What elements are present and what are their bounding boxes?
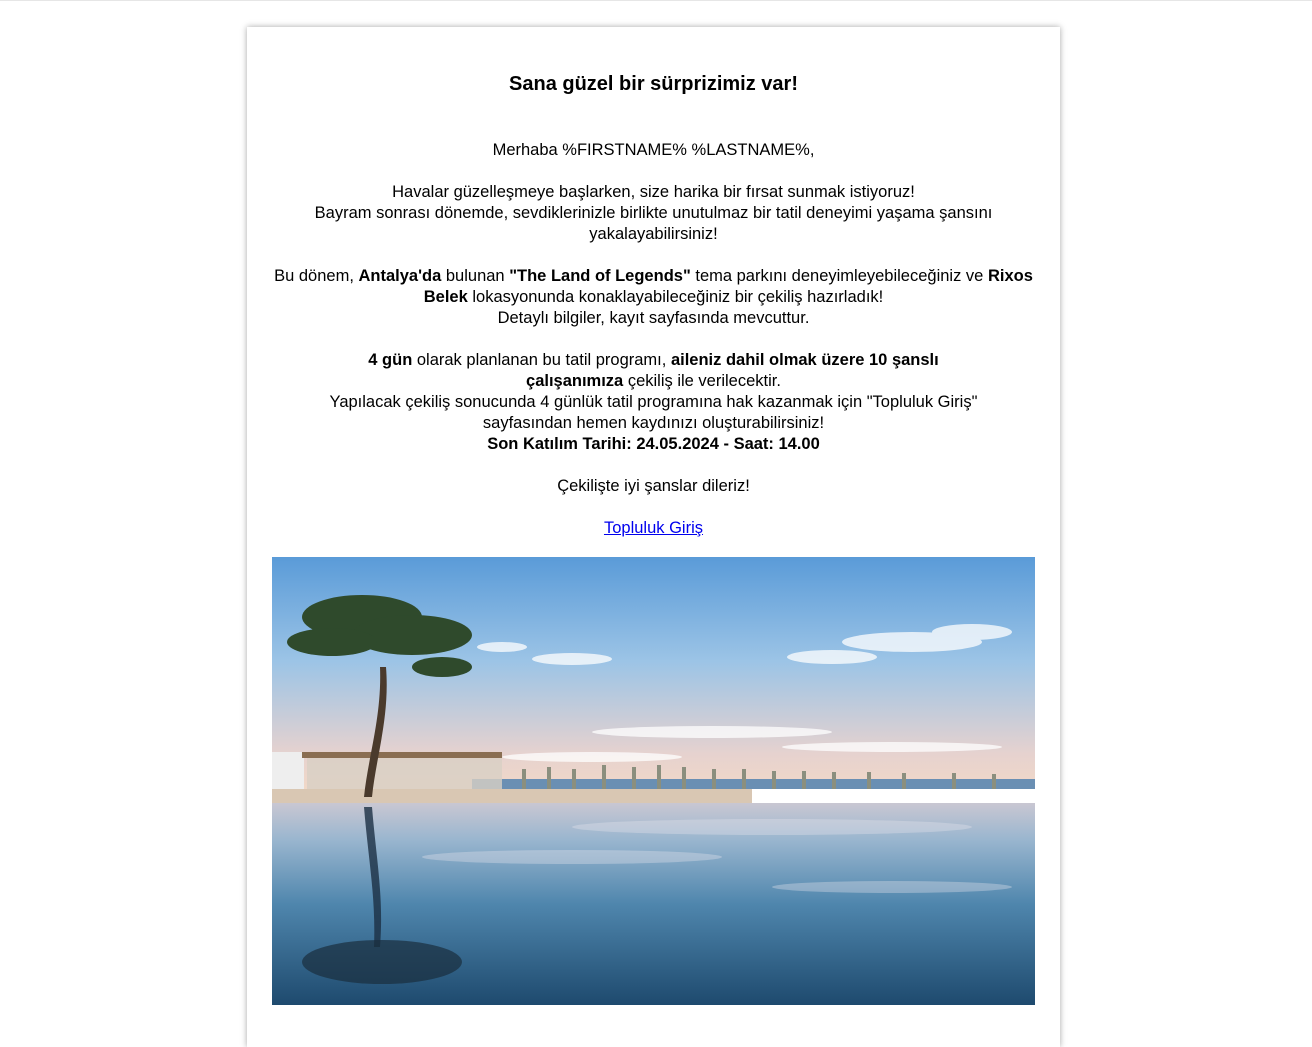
location-name: Antalya'da [358, 267, 442, 285]
deadline: Son Katılım Tarihi: 24.05.2024 - Saat: 14.00 [487, 435, 820, 453]
email-card [247, 27, 1060, 1047]
details-note: Detaylı bilgiler, kayıt sayfasında mevcuttur. [497, 309, 810, 327]
top-border [0, 0, 1312, 1]
closing-text: Çekilişte iyi şanslar dileriz! [557, 477, 750, 495]
email-heading: Sana güzel bir sürprizimiz var! [509, 73, 798, 95]
intro-line-2: Bayram sonrası dönemde, sevdiklerinizle birlikte unutulmaz bir tatil deneyimi yaşama şansını yakalayabilirsiniz! [314, 204, 993, 243]
hero-image-resort-pool [272, 557, 1035, 1005]
hotel-name: Rixos Belek [423, 267, 1033, 306]
email-body [272, 140, 1035, 539]
link-wrapper [272, 518, 1035, 539]
community-login-link[interactable]: Topluluk Giriş [603, 519, 704, 537]
winners-info: aileniz dahil olmak üzere 10 şanslı çalışanımıza [526, 351, 939, 390]
campaign-paragraph: Bu dönem, Antalya'da bulunan "The Land of Legends" tema parkını deneyimleyebileceğiniz ve Rixos Belek lokasyonunda konaklayabileceğiniz bir çekiliş hazırladık! [274, 267, 1033, 306]
duration: 4 gün [368, 351, 413, 369]
program-paragraph: 4 gün olarak planlanan bu tatil programı, aileniz dahil olmak üzere 10 şanslı çalışanımıza çekiliş ile verilecektir. [368, 351, 939, 390]
registration-note: Yapılacak çekiliş sonucunda 4 günlük tatil programına hak kazanmak için "Topluluk Giriş" sayfasından hemen kaydınızı oluşturabilirsiniz! [329, 393, 978, 432]
intro-line-1: Havalar güzelleşmeye başlarken, size harika bir fırsat sunmak istiyoruz! [392, 183, 915, 201]
park-name: "The Land of Legends" [509, 267, 691, 285]
greeting: Merhaba %FIRSTNAME% %LASTNAME%, [492, 141, 815, 159]
